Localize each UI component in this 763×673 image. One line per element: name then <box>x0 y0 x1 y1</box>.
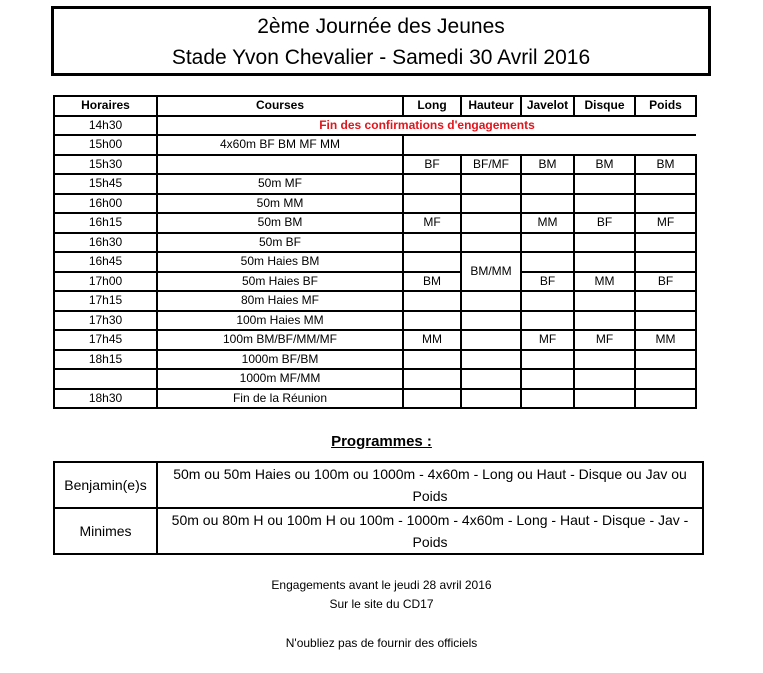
course-cell <box>157 155 403 175</box>
header-courses: Courses <box>157 96 403 116</box>
table-row <box>54 174 696 194</box>
officials-reminder: N'oubliez pas de fournir des officiels <box>285 636 478 650</box>
time-cell: 16h45 <box>54 252 157 272</box>
time-cell: 16h00 <box>54 194 157 214</box>
javelot-cell: MF <box>521 330 574 350</box>
table-row <box>54 194 696 214</box>
confirmation-deadline-note: Fin des confirmations d'engagements <box>157 116 696 136</box>
disque-cell: MF <box>574 330 635 350</box>
javelot-cell <box>521 311 574 331</box>
javelot-cell: BF <box>521 272 574 292</box>
programmes-table <box>53 461 704 555</box>
disque-cell <box>574 369 635 389</box>
poids-cell <box>635 174 696 194</box>
poids-cell: BM <box>635 155 696 175</box>
time-cell: 15h45 <box>54 174 157 194</box>
hauteur-cell: BF/MF <box>461 155 521 175</box>
time-cell: 17h45 <box>54 330 157 350</box>
schedule-table <box>53 95 697 409</box>
long-cell <box>403 174 461 194</box>
header-horaires: Horaires <box>54 96 157 116</box>
title-box <box>51 6 711 76</box>
table-row <box>54 213 696 233</box>
event-title: 2ème Journée des Jeunes <box>257 15 505 38</box>
hauteur-cell: BM/MM <box>461 252 521 291</box>
course-cell: 80m Haies MF <box>157 291 403 311</box>
course-cell: 50m BF <box>157 233 403 253</box>
course-cell: 100m BM/BF/MM/MF <box>157 330 403 350</box>
poids-cell <box>635 252 696 272</box>
header-long: Long <box>403 96 461 116</box>
disque-cell <box>574 389 635 409</box>
table-row <box>54 272 696 292</box>
long-cell: BF <box>403 155 461 175</box>
disque-cell <box>574 311 635 331</box>
time-cell: 15h00 <box>54 135 157 155</box>
course-cell: 50m Haies BF <box>157 272 403 292</box>
course-cell: 1000m MF/MM <box>157 369 403 389</box>
long-cell: BM <box>403 272 461 292</box>
javelot-cell: MM <box>521 213 574 233</box>
table-row <box>54 252 696 272</box>
hauteur-cell <box>461 174 521 194</box>
disque-cell <box>574 252 635 272</box>
programmes-heading: Programmes : <box>331 433 432 450</box>
hauteur-cell <box>461 350 521 370</box>
poids-cell <box>635 291 696 311</box>
javelot-cell <box>521 291 574 311</box>
long-cell <box>403 389 461 409</box>
hauteur-cell <box>461 369 521 389</box>
time-cell: 18h30 <box>54 389 157 409</box>
disque-cell <box>574 350 635 370</box>
long-cell: MM <box>403 330 461 350</box>
programme-category: Minimes <box>54 508 157 554</box>
table-row <box>54 311 696 331</box>
time-cell: 16h15 <box>54 213 157 233</box>
hauteur-cell <box>461 330 521 350</box>
course-cell: 1000m BF/BM <box>157 350 403 370</box>
table-row <box>54 291 696 311</box>
poids-cell <box>635 311 696 331</box>
poids-cell: BF <box>635 272 696 292</box>
header-hauteur: Hauteur <box>461 96 521 116</box>
registration-deadline: Engagements avant le jeudi 28 avril 2016 <box>271 578 492 592</box>
time-cell <box>54 369 157 389</box>
table-row <box>54 350 696 370</box>
disque-cell: BM <box>574 155 635 175</box>
hauteur-cell <box>461 311 521 331</box>
time-cell: 17h15 <box>54 291 157 311</box>
poids-cell: MM <box>635 330 696 350</box>
hauteur-cell <box>461 389 521 409</box>
header-disque: Disque <box>574 96 635 116</box>
schedule-header-row <box>54 96 696 116</box>
empty-merged-cell <box>403 135 696 155</box>
course-cell: 50m MF <box>157 174 403 194</box>
long-cell <box>403 369 461 389</box>
programme-description: 50m ou 80m H ou 100m H ou 100m - 1000m - 4x60m - Long - Haut - Disque - Jav - Poids <box>157 508 703 554</box>
table-row <box>54 155 696 175</box>
header-poids: Poids <box>635 96 696 116</box>
disque-cell: MM <box>574 272 635 292</box>
time-cell: 17h30 <box>54 311 157 331</box>
javelot-cell <box>521 350 574 370</box>
javelot-cell <box>521 194 574 214</box>
long-cell <box>403 350 461 370</box>
long-cell <box>403 233 461 253</box>
course-cell: 100m Haies MM <box>157 311 403 331</box>
long-cell <box>403 291 461 311</box>
disque-cell <box>574 174 635 194</box>
javelot-cell <box>521 233 574 253</box>
time-cell: 16h30 <box>54 233 157 253</box>
disque-cell: BF <box>574 213 635 233</box>
course-cell: 50m BM <box>157 213 403 233</box>
long-cell <box>403 194 461 214</box>
poids-cell <box>635 389 696 409</box>
course-cell: Fin de la Réunion <box>157 389 403 409</box>
javelot-cell: BM <box>521 155 574 175</box>
table-row <box>54 233 696 253</box>
poids-cell <box>635 233 696 253</box>
long-cell <box>403 252 461 272</box>
hauteur-cell <box>461 291 521 311</box>
programme-description: 50m ou 50m Haies ou 100m ou 1000m - 4x60m - Long ou Haut - Disque ou Jav ou Poids <box>157 462 703 508</box>
hauteur-cell <box>461 233 521 253</box>
poids-cell <box>635 194 696 214</box>
hauteur-cell <box>461 194 521 214</box>
course-cell: 50m MM <box>157 194 403 214</box>
event-venue-date: Stade Yvon Chevalier - Samedi 30 Avril 2016 <box>171 46 591 69</box>
time-cell: 15h30 <box>54 155 157 175</box>
course-cell: 50m Haies BM <box>157 252 403 272</box>
programme-row <box>54 508 703 554</box>
javelot-cell <box>521 389 574 409</box>
long-cell <box>403 311 461 331</box>
poids-cell <box>635 369 696 389</box>
hauteur-cell <box>461 213 521 233</box>
javelot-cell <box>521 369 574 389</box>
time-cell: 14h30 <box>54 116 157 136</box>
table-row-note <box>54 116 696 136</box>
disque-cell <box>574 194 635 214</box>
disque-cell <box>574 233 635 253</box>
long-cell: MF <box>403 213 461 233</box>
poids-cell <box>635 350 696 370</box>
poids-cell: MF <box>635 213 696 233</box>
registration-site: Sur le site du CD17 <box>329 597 434 611</box>
disque-cell <box>574 291 635 311</box>
course-cell: 4x60m BF BM MF MM <box>157 135 403 155</box>
javelot-cell <box>521 174 574 194</box>
table-row <box>54 369 696 389</box>
javelot-cell <box>521 252 574 272</box>
table-row <box>54 330 696 350</box>
time-cell: 17h00 <box>54 272 157 292</box>
table-row <box>54 389 696 409</box>
time-cell: 18h15 <box>54 350 157 370</box>
programme-row <box>54 462 703 508</box>
programme-category: Benjamin(e)s <box>54 462 157 508</box>
table-row-relay <box>54 135 696 155</box>
header-javelot: Javelot <box>521 96 574 116</box>
